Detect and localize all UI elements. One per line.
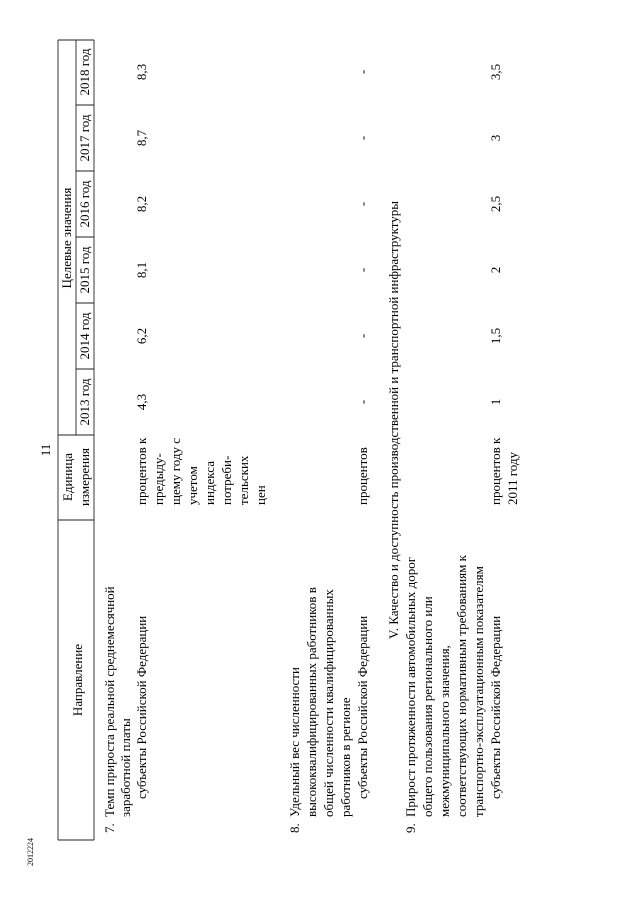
row-title-line: высококвалифицированных работников в: [304, 587, 319, 817]
row-unit-line: процентов к: [488, 437, 503, 505]
row-unit-line: процентов: [355, 447, 370, 505]
row-subject: субъекты Российской Федерации: [355, 615, 370, 799]
row-number: 7.: [102, 823, 117, 833]
row-value-1: -: [355, 399, 370, 405]
row-value-6: -: [355, 69, 370, 75]
year-header-3: 2015 год: [77, 246, 92, 294]
row-value-4: -: [355, 201, 370, 207]
row-value-2: 1,5: [488, 327, 503, 345]
row-unit-line: тельских: [236, 455, 251, 505]
row-unit-line: предыду-: [151, 453, 166, 505]
row-subject: субъекты Российской Федерации: [134, 615, 149, 799]
row-unit-line: учетом: [185, 466, 200, 505]
year-header-4: 2016 год: [77, 180, 92, 228]
header-unit-line2: измерения: [77, 447, 92, 507]
row-title-line: общей численности квалифицированных: [321, 589, 336, 817]
page-number: 11: [38, 443, 53, 457]
row-value-3: -: [355, 267, 370, 273]
row-value-5: 8,7: [134, 129, 149, 147]
row-title-line: межмуниципального значения,: [437, 645, 452, 817]
row-value-5: 3: [488, 134, 503, 142]
row-title-line: Прирост протяженности автомобильных дорог: [403, 556, 418, 817]
row-value-1: 4,3: [134, 393, 149, 411]
row-title-line: общего пользования регионального или: [420, 596, 435, 817]
row-subject: субъекты Российской Федерации: [488, 615, 503, 799]
row-unit-line: 2011 году: [505, 451, 520, 505]
table-row: [102, 64, 268, 833]
row-value-1: 1: [488, 398, 503, 406]
year-header-2: 2014 год: [77, 312, 92, 360]
header-target: Целевые значения: [59, 187, 74, 289]
row-unit-line: процентов к: [134, 437, 149, 505]
row-value-6: 3,5: [488, 63, 503, 81]
row-title-line: Удельный вес численности: [287, 667, 302, 817]
table-body: [102, 64, 520, 833]
row-value-4: 8,2: [134, 195, 149, 213]
row-unit-line: щему году с: [168, 437, 183, 505]
row-title-line: транспортно-эксплуатационным показателям: [471, 566, 486, 817]
row-unit-line: индекса: [202, 461, 217, 505]
row-number: 9.: [403, 823, 418, 833]
row-value-3: 8,1: [134, 261, 149, 279]
row-value-6: 8,3: [134, 63, 149, 81]
row-title-line: соответствующих нормативным требованиям к: [454, 555, 469, 817]
row-value-4: 2,5: [488, 195, 503, 213]
year-header-6: 2018 год: [77, 48, 92, 96]
row-unit-line: потреби-: [219, 455, 234, 505]
row-value-2: -: [355, 333, 370, 339]
rotated-table: [38, 40, 520, 840]
row-title-line: работников в регионе: [338, 697, 353, 817]
row-title-line: заработной платы: [118, 718, 133, 817]
section-row: [386, 201, 401, 639]
doc-id: 2012224: [26, 838, 35, 866]
row-unit-line: цен: [253, 485, 268, 505]
row-value-3: 2: [488, 266, 503, 274]
year-header-1: 2013 год: [77, 378, 92, 426]
row-title-line: Темп прироста реальной среднемесячной: [102, 586, 117, 817]
header-direction: Направление: [70, 643, 85, 717]
table-row: [403, 64, 520, 833]
section-title: V. Качество и доступность производственной и транспортной инфраструктуры: [386, 201, 401, 639]
header-unit-line1: Единица: [60, 452, 75, 502]
table-row: [287, 70, 370, 833]
row-number: 8.: [287, 823, 302, 833]
row-value-2: 6,2: [134, 327, 149, 345]
year-header-5: 2017 год: [77, 114, 92, 162]
row-value-5: -: [355, 135, 370, 141]
